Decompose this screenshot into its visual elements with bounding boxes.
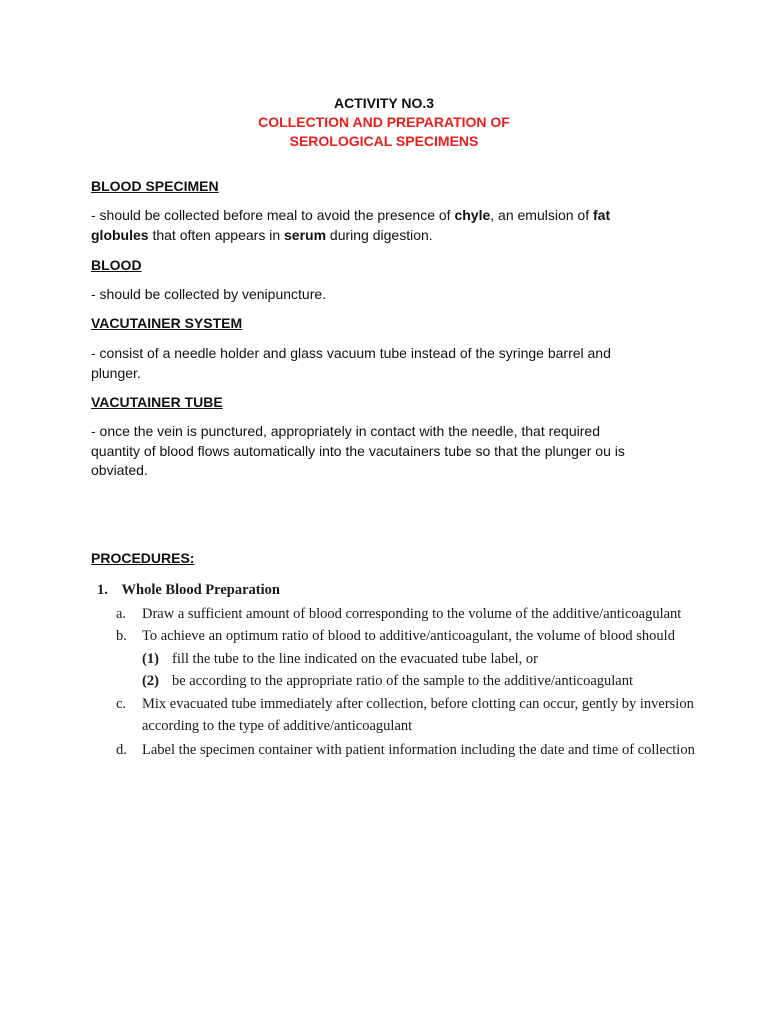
step-letter: c. [116, 696, 127, 712]
heading-blood: BLOOD [91, 257, 142, 273]
step-b-2 [142, 671, 633, 691]
step-letter: d. [116, 742, 127, 758]
heading-vacutainer-system: VACUTAINER SYSTEM [91, 315, 243, 331]
step-text: Label the specimen container with patient information including the date and time of collection [142, 742, 695, 758]
paragraph-vacutainer-system [91, 344, 671, 383]
step-b-1 [142, 649, 538, 669]
paragraph-line [91, 206, 671, 226]
activity-number: ACTIVITY NO.3 [333, 95, 435, 111]
text-run: during digestion. [326, 226, 433, 243]
term-chyle: chyle [454, 207, 491, 223]
paragraph-line: - should be collected by venipuncture. [91, 286, 327, 302]
step-text: Mix evacuated tube immediately after collection, before clotting can occur, gently by inversion [142, 696, 694, 712]
activity-title [0, 94, 768, 151]
paragraph-line: quantity of blood flows automatically into the vacutainers tube so that the plunger ou is [91, 442, 625, 459]
text-run: that often appears in [148, 226, 284, 243]
step-text: Draw a sufficient amount of blood corresponding to the volume of the additive/anticoagulant [142, 606, 682, 622]
term-fat: fat [593, 207, 611, 223]
term-globules: globules [91, 226, 149, 243]
paragraph-line: plunger. [91, 364, 141, 381]
activity-title-line-2: SEROLOGICAL SPECIMENS [289, 133, 479, 149]
paragraph-line: - once the vein is punctured, appropriately in contact with the needle, that required [91, 423, 600, 439]
heading-vacutainer-tube: VACUTAINER TUBE [91, 394, 223, 410]
paragraph-line: - consist of a needle holder and glass vacuum tube instead of the syringe barrel and [91, 345, 611, 361]
step-d [116, 740, 695, 760]
heading-procedures: PROCEDURES: [91, 550, 195, 566]
procedure-item-1 [97, 580, 280, 600]
step-letter: b. [116, 628, 127, 644]
term-serum: serum [284, 226, 327, 243]
substep-text: fill the tube to the line indicated on the evacuated tube label, or [172, 651, 538, 667]
step-c [116, 694, 694, 714]
substep-number: (1) [142, 651, 159, 667]
text-run: - should be collected before meal to avoid the presence of [91, 207, 455, 223]
activity-title-line-1: COLLECTION AND PREPARATION OF [258, 114, 510, 130]
substep-text: be according to the appropriate ratio of the sample to the additive/anticoagulant [172, 673, 634, 689]
step-c-continued [142, 716, 412, 736]
paragraph-line: obviated. [91, 462, 148, 478]
substep-number: (2) [142, 673, 159, 689]
paragraph-line [91, 226, 671, 246]
paragraph-vacutainer-tube [91, 422, 671, 481]
paragraph-blood [91, 285, 671, 305]
heading-blood-specimen: BLOOD SPECIMEN [91, 178, 219, 194]
paragraph-blood-specimen [91, 206, 671, 245]
step-a [116, 604, 681, 624]
step-text: according to the type of additive/anticoagulant [142, 718, 413, 734]
item-number: 1. [97, 582, 108, 598]
item-title: Whole Blood Preparation [121, 582, 280, 598]
text-run: , an emulsion of [490, 207, 593, 223]
step-letter: a. [116, 606, 127, 622]
step-b [116, 626, 675, 646]
step-text: To achieve an optimum ratio of blood to additive/anticoagulant, the volume of blood should [142, 628, 675, 644]
